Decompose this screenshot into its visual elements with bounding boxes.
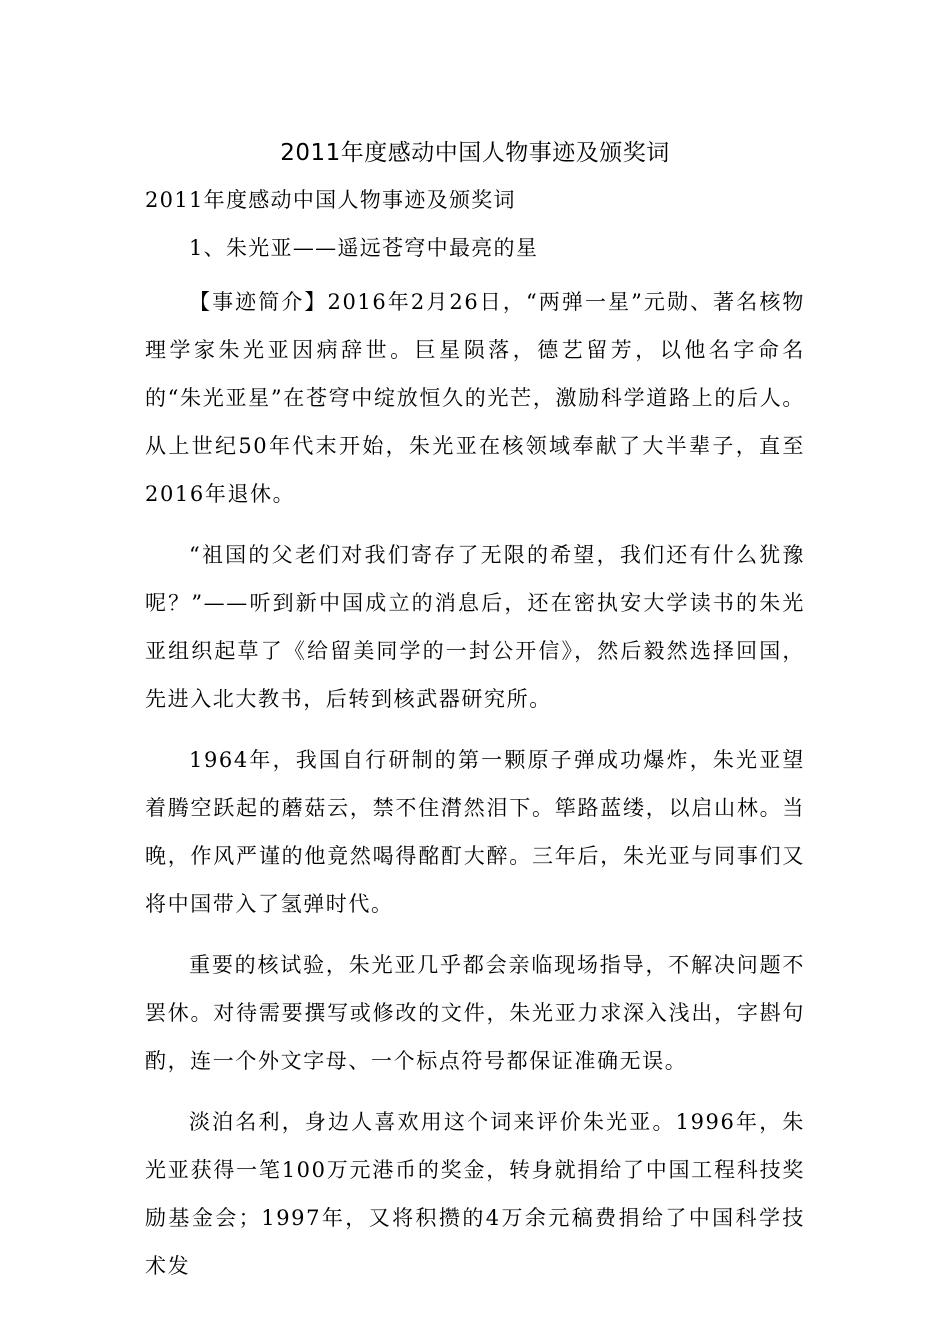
paragraph: 淡泊名利，身边人喜欢用这个词来评价朱光亚。1996年，朱光亚获得一笔100万元港币的奖金，转身就捐给了中国工程科技奖励基金会；1997年，又将积攒的4万余元稿费捐给了中国科学技术发 bbox=[145, 1110, 805, 1278]
paragraph: 1964年，我国自行研制的第一颗原子弹成功爆炸，朱光亚望着腾空跃起的蘑菇云，禁不住潸然泪下。筚路蓝缕，以启山林。当晚，作风严谨的他竟然喝得酩酊大醉。三年后，朱光亚与同事们又将中国带入了氢弹时代。 bbox=[145, 748, 805, 916]
document-title: 2011年度感动中国人物事迹及颁奖词 bbox=[280, 140, 670, 166]
document-body bbox=[145, 183, 805, 1290]
paragraph: 重要的核试验，朱光亚几乎都会亲临现场指导，不解决问题不罢休。对待需要撰写或修改的文件，朱光亚力求深入浅出，字斟句酌，连一个外文字母、一个标点符号都保证准确无误。 bbox=[145, 953, 805, 1073]
paragraph: 【事迹简介】2016年2月26日，“两弹一星”元勋、著名核物理学家朱光亚因病辞世。巨星陨落，德艺留芳，以他名字命名的“朱光亚星”在苍穹中绽放恒久的光芒，激励科学道路上的后人。从上世纪50年代末开始，朱光亚在核领域奉献了大半辈子，直至2016年退休。 bbox=[145, 290, 805, 506]
paragraph: “祖国的父老们对我们寄存了无限的希望，我们还有什么犹豫呢？”——听到新中国成立的消息后，还在密执安大学读书的朱光亚组织起草了《给留美同学的一封公开信》，然后毅然选择回国，先进入北大教书，后转到核武器研究所。 bbox=[145, 543, 805, 711]
document-subtitle: 2011年度感动中国人物事迹及颁奖词 bbox=[145, 188, 516, 212]
section-heading: 1、朱光亚——遥远苍穹中最亮的星 bbox=[189, 236, 539, 260]
